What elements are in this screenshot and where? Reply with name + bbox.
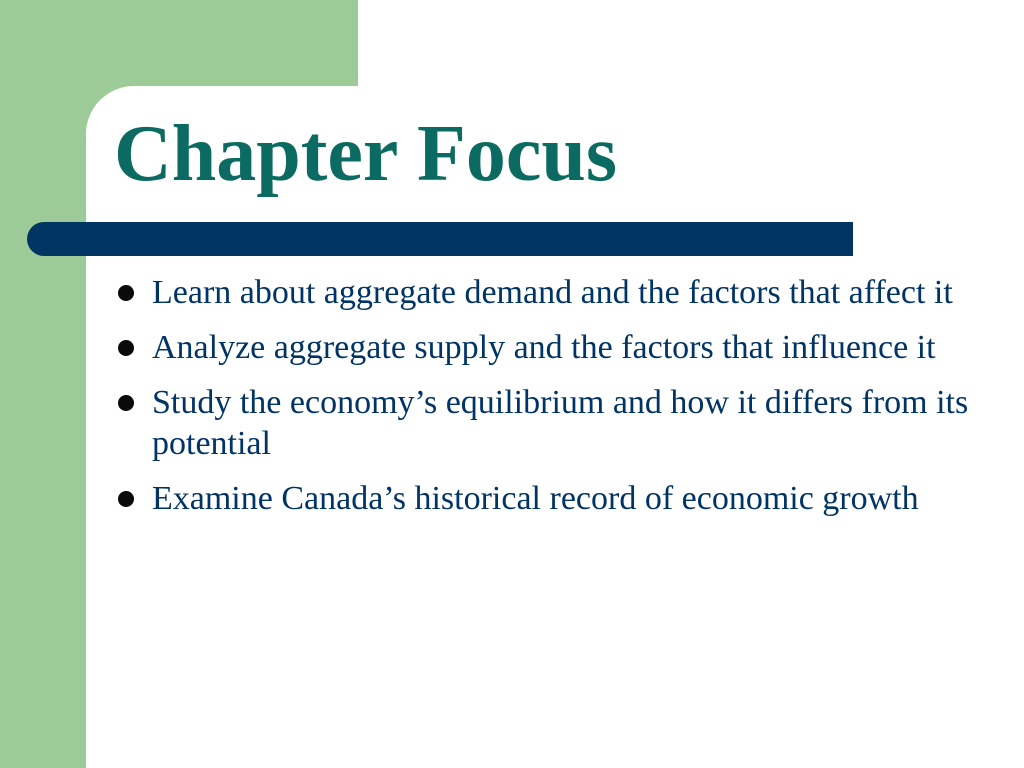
bullet-text: Analyze aggregate supply and the factors that influence it [152, 329, 936, 366]
bullet-dot-icon [118, 395, 134, 411]
bullet-text: Study the economy’s equilibrium and how it differs from its potential [152, 384, 969, 462]
bullet-text: Learn about aggregate demand and the factors that affect it [152, 274, 953, 311]
bullet-dot-icon [118, 285, 134, 301]
bullet-dot-icon [118, 340, 134, 356]
bullet-item [114, 327, 994, 368]
title-underline-bar [27, 222, 853, 256]
bullet-text: Examine Canada’s historical record of economic growth [152, 480, 919, 517]
bullet-dot-icon [118, 491, 134, 507]
bullet-list [114, 272, 994, 533]
bullet-item [114, 478, 994, 519]
slide-title: Chapter Focus [114, 110, 617, 198]
bullet-item [114, 272, 994, 313]
bullet-item [114, 382, 994, 464]
